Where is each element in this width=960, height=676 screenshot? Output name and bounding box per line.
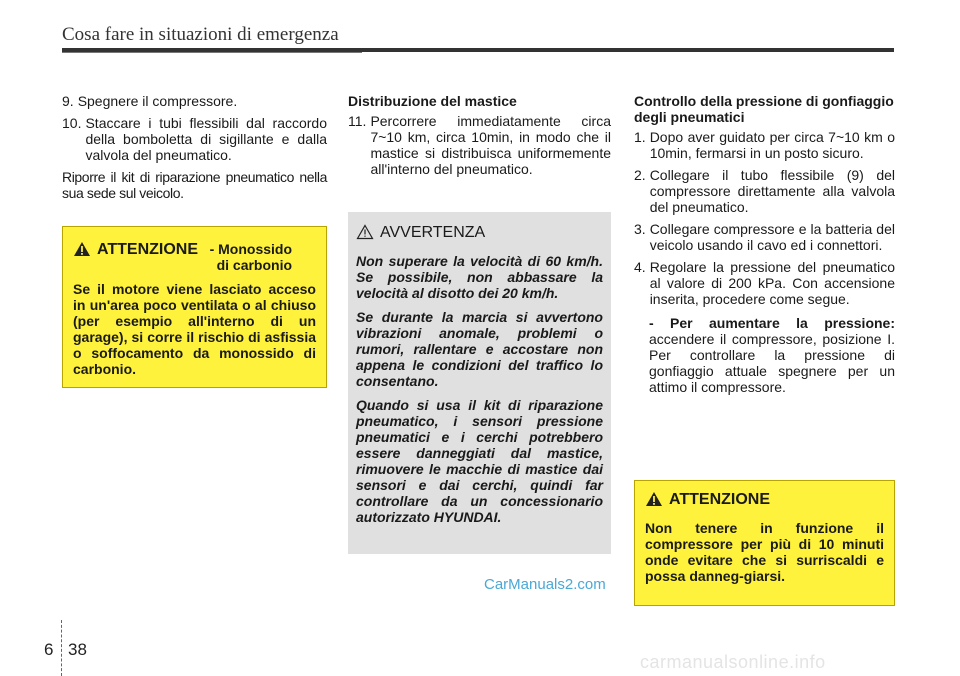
warning-text: Non tenere in funzione il compressore per più di 10 minuti onde evitare che si surriscaldi e possa danneg-giarsi. [645,520,884,584]
section-heading-mastice: Distribuzione del mastice [348,93,517,109]
step-number: 3. [634,221,646,237]
step-text: Regolare la pressione del pneumatico al valore di 200 kPa. Con accensione inserita, procedere come segue. [649,259,895,307]
step-text: Percorrere immediatamente circa 7~10 km, circa 10min, in modo che il mastice si distribuisca uniformemente all'interno del pneumatico. [370,113,611,177]
step-2 [634,167,895,215]
warning-title [73,241,316,273]
footer-separator [61,620,63,676]
step-number: 10. [62,115,82,131]
step-4 [634,259,895,307]
warning-title [645,491,884,512]
warning-box-compressor [634,480,895,606]
header-title: Cosa fare in situazioni di emergenza [62,24,339,45]
step-number: 4. [634,259,646,275]
step-9 [62,93,327,109]
step-10 [62,115,327,163]
note-lead: - Per aumentare la pressione: [649,315,895,331]
avvertenza-paragraph-1: Non superare la velocità di 60 km/h. Se possibile, non abbassare la velocità al disotto dei 20 km/h. [356,253,603,301]
column-2 [348,93,611,183]
increase-pressure-note [649,315,895,395]
header-rule-thin [62,52,362,53]
note-text: accendere il compressore, posizione I. Per controllare la pressione di gonfiaggio attuale spegnere per un attimo il compressore. [649,331,895,395]
step-text: Spegnere il compressore. [77,93,238,109]
avvertenza-title [356,224,603,245]
step-11 [348,113,611,177]
step-text: Staccare i tubi flessibili dal raccordo della bomboletta di sigillante e dalla valvola del pneumatico. [85,115,327,163]
step-number: 11. [348,113,367,129]
step-number: 1. [634,129,646,145]
step-1 [634,129,895,161]
section-heading-pressione: Controllo della pressione di gonfiaggio degli pneumatici [634,93,894,125]
warning-title-text: ATTENZIONE [97,241,199,258]
warning-triangle-icon [73,241,91,262]
online-watermark: carmanualsonline.info [640,652,826,672]
carmanuals-watermark: CarManuals2.com [484,576,606,593]
step-number: 2. [634,167,646,183]
warning-subtitle: - Monossido di carbonio [209,241,293,273]
warning-box-co [62,226,327,388]
warning-title-text: ATTENZIONE [669,491,771,508]
column-1 [62,93,327,207]
step-text: Collegare compressore e la batteria del veicolo usando il cavo ed i connettori. [649,221,895,253]
step-text: Dopo aver guidato per circa 7~10 km o 10min, fermarsi in un posto sicuro. [649,129,895,161]
avvertenza-box [348,212,611,554]
step-3 [634,221,895,253]
avvertenza-paragraph-3: Quando si usa il kit di riparazione pneumatico, i sensori pressione pneumatici e i cerchi potrebbero essere danneggiati dal mastice, rimuovere le macchie di mastice dai sensori e dai cerchi, quindi far controllare da un concessionario autorizzato HYUNDAI. [356,397,603,525]
chapter-number: 6 [44,640,54,659]
avvertenza-paragraph-2: Se durante la marcia si avvertono vibrazioni anomale, problemi o rumori, rallentare e accostare non appena le condizioni del traffico lo consentano. [356,309,603,389]
caution-triangle-icon [356,224,374,245]
step-text: Collegare il tubo flessibile (9) del compressore direttamente alla valvola del pneumatico. [649,167,895,215]
storage-paragraph: Riporre il kit di riparazione pneumatico nella sua sede sul veicolo. [62,169,327,201]
warning-text: Se il motore viene lasciato acceso in un'area poco ventilata o al chiuso (per esempio all'interno di un garage), si corre il rischio di asfissia o soffocamento da monossido di carbonio. [73,281,316,377]
page-number: 38 [68,640,87,659]
avvertenza-title-text: AVVERTENZA [380,224,486,241]
warning-triangle-icon [645,491,663,512]
column-3 [634,93,895,395]
step-number: 9. [62,93,74,109]
